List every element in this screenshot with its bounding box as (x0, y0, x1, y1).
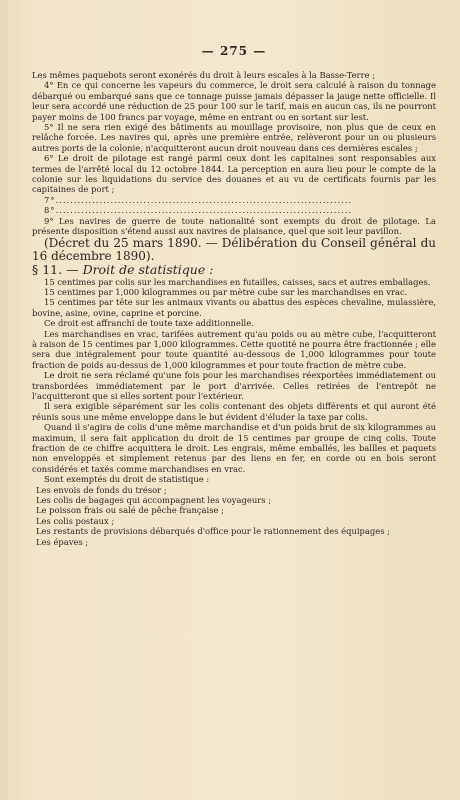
list-item: Le poisson frais ou salé de pêche française ; (36, 505, 224, 516)
section-title: Droit de statistique : (82, 261, 214, 277)
exempt-intro: Sont exemptés du droit de statistique : (44, 474, 210, 485)
section-number: § 11. — (32, 261, 79, 277)
paragraph: Le droit ne sera réclamé qu'une fois pour les marchandises réexportées immédiatement ou transbordées immédiatement par le port d'arrivée. Celles retirées de l'entrepôt ne l'acquitteront que si elles sortent pour l'extérieur. (32, 370, 436, 401)
list-item: Les épaves ; (36, 536, 89, 547)
paragraph: Ce droit est affranchi de toute taxe additionnelle. (44, 318, 254, 329)
section-heading (32, 263, 436, 277)
document-body (32, 70, 436, 547)
list-item: Les envois de fonds du trésor ; (36, 484, 167, 495)
paragraph: 7°................................................................................. (44, 194, 353, 205)
list-item: Les colis de bagages qui accompagnent les voyageurs ; (36, 495, 272, 506)
exempt-list (32, 485, 436, 547)
list-item: Les restants de provisions débarqués d'office pour le rationnement des équipages ; (36, 526, 390, 537)
paragraph: 15 centimes par colis sur les marchandises en futailles, caisses, sacs et autres emballages. (44, 276, 431, 287)
paragraph: 9° Les navires de guerre de toute nationalité sont exempts du droit de pilotage. La présente disposition s'étend aussi aux navires de plaisance, quel que soit leur pavillon. (32, 215, 436, 237)
paragraph: Il sera exigible séparément sur les colis contenant des objets différents et qui auront été réunis sous une même enveloppe dans le but évident d'éluder la taxe par colis. (32, 401, 436, 422)
paragraph: 15 centimes par 1,000 kilogrammes ou par mètre cube sur les marchandises en vrac. (44, 286, 408, 297)
paragraph: 15 centimes par tête sur les animaux vivants ou abattus des espèces chevaline, mulassière, bovine, asine, ovine, caprine et porcine. (32, 297, 436, 318)
paragraph: Les marchandises en vrac, tarifées autrement qu'au poids ou au mètre cube, l'acquitteront à raison de 15 centimes par 1,000 kilogrammes. Cette quotité ne pourra être fractionnée ; elle sera due intégralement pour toute quantité au-dessous de 1,000 kilogrammes pour toute fraction de poids au-dessus de 1,000 kilogrammes et pour toute fraction de mètre cube. (32, 328, 436, 370)
paragraph: Quand il s'agira de colis d'une même marchandise et d'un poids brut de six kilogrammes au maximum, il sera fait application du droit de 15 centimes par groupe de cinq colis. Toute fraction de ce chiffre acquittera le droit. Les engrais, même emballés, les ballles et paquets non enveloppés et simplement retenus par des liens en fer, en corde ou en bois seront considérés et taxés comme marchandises en vrac. (32, 422, 436, 474)
paragraph: 5° Il ne sera rien exigé des bâtiments au mouillage provisoire, non plus que de ceux en relâche forcée. Les navires qui, après une première entrée, relèveront pour un ou plusieurs autres ports de la colonie, n'acquitteront aucun droit nouveau dans ces dernières escales ; (32, 122, 436, 153)
list-item: Les colis postaux ; (36, 515, 115, 526)
paragraph: 8°................................................................................. (44, 205, 353, 216)
paragraph: 4° En ce qui concerne les vapeurs du commerce, le droit sera calculé à raison du tonnage débarqué ou embarqué sans que ce tonnage puisse jamais dépasser la jauge nette officielle. Il leur sera accordé une réduction de 25 pour 100 sur le tarif, mais en aucun cas, ils ne pourront payer moins de 100 francs par voyage, même en entrant ou en sortant sur lest. (32, 80, 436, 122)
decret-reference: (Décret du 25 mars 1890. — Délibération du Conseil général du 16 décembre 1890). (32, 235, 436, 263)
paragraph: 6° Le droit de pilotage est rangé parmi ceux dont les capitaines sont responsables aux termes de l'arrêté local du 12 octobre 1844. La perception en aura lieu pour le compte de la colonie sur les liquidations du service des douanes et au vu de certificats fournis par les capitaines de port ; (32, 153, 436, 195)
paragraph: Les mêmes paquebots seront exonérés du droit à leurs escales à la Basse-Terre ; (32, 70, 376, 80)
page-number: — 275 — (201, 44, 267, 58)
